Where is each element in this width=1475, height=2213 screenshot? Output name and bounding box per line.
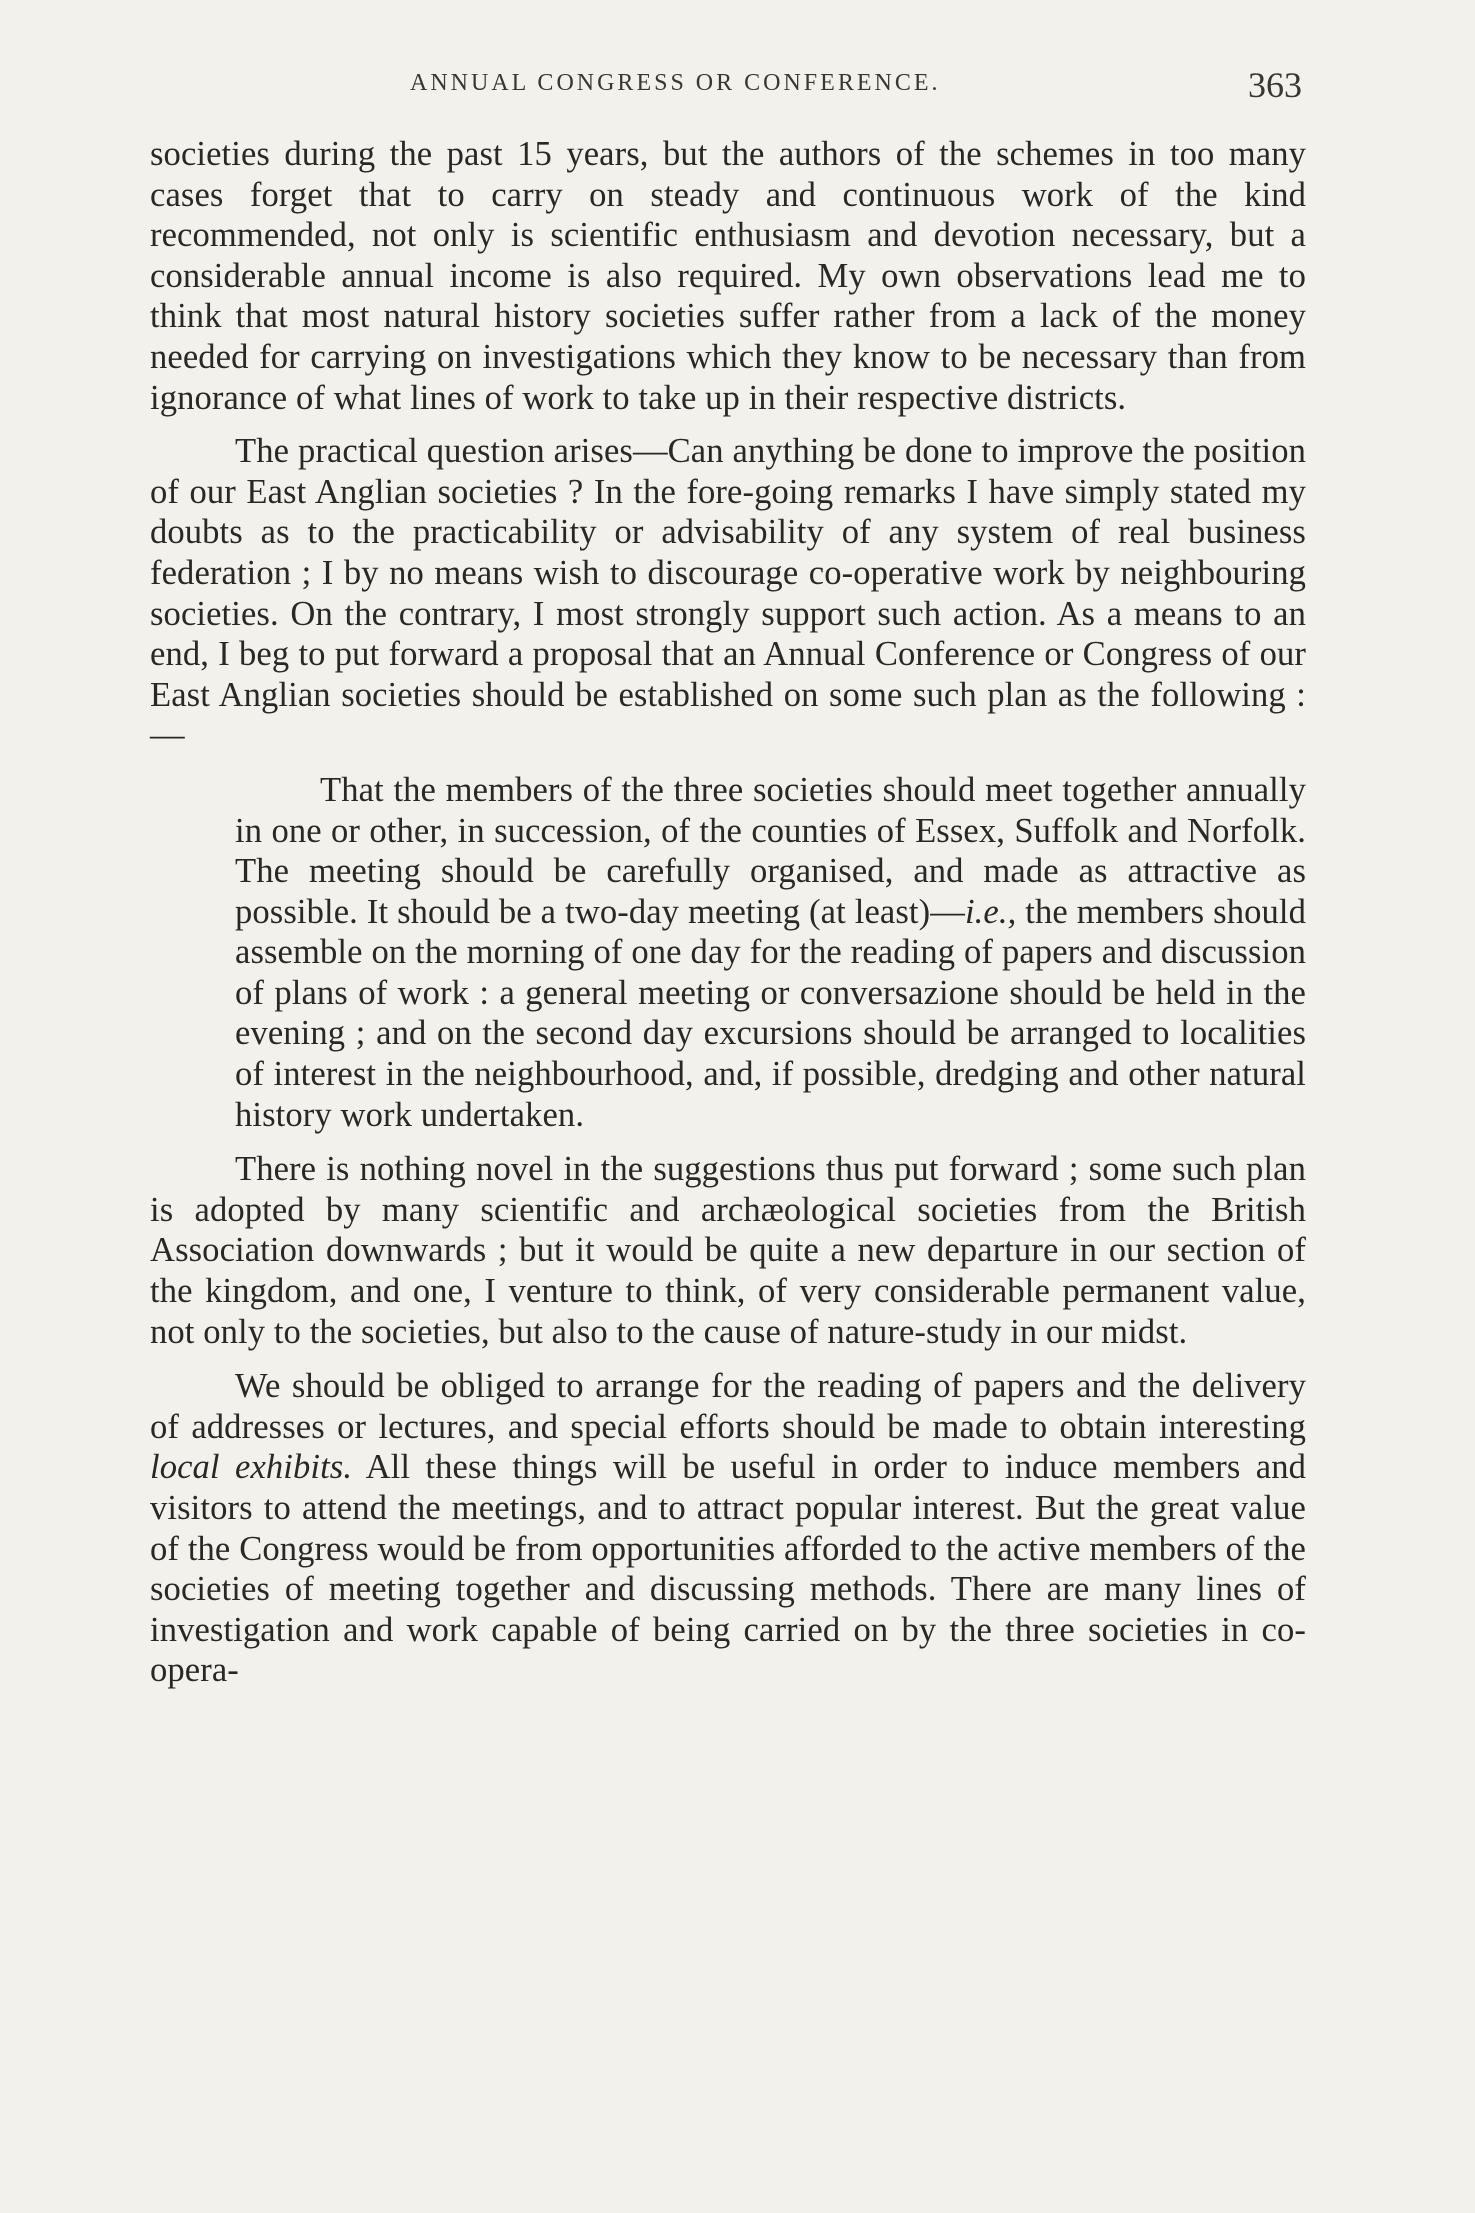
running-title: ANNUAL CONGRESS OR CONFERENCE. <box>410 70 941 96</box>
paragraph-2: The practical question arises—Can anything be done to improve the position of our East Anglian societies ? In the fore-going remarks I have simply stated my doubts as to the practicability or advisability of any system of real business federation ; I by no means wish to discourage co-operative work by neighbouring societies. On the contrary, I most strongly support such action. As a means to an end, I beg to put forward a proposal that an Annual Conference or Congress of our East Anglian societies should be established on some such plan as the following :— <box>150 432 1306 755</box>
quote-text-end: the members should assemble on the morning of one day for the reading of papers and discussion of plans of work : a general meeting or conversazione should be held in the evening ; and on the second day excursions should be arranged to localities of interest in the neighbourhood, and, if possible, dredging and other natural history work undertaken. <box>235 892 1306 1134</box>
quote-text-start: That the members of the three societies should meet together annually in one or other, in succession, of the counties of Essex, Suffolk and Norfolk. The meeting should be carefully organised, and made as attractive as possible. It should be a two-day meeting (at least)— <box>235 770 1306 931</box>
proposal-quote <box>235 770 1306 1135</box>
paragraph-4 <box>150 1366 1306 1691</box>
paragraph-4-start: We should be obliged to arrange for the reading of papers and the delivery of addresses or lectures, and special efforts should be made to obtain interesting <box>150 1367 1306 1446</box>
paragraph-1: societies during the past 15 years, but the authors of the schemes in too many cases forget that to carry on steady and continuous work of the kind recommended, not only is scientific enthusiasm and devotion necessary, but a considerable annual income is also required. My own observations lead me to think that most natural history societies suffer rather from a lack of the money needed for carrying on investigations which they know to be necessary than from ignorance of what lines of work to take up in their respective districts. <box>150 135 1306 417</box>
quote-italic-ie: i.e., <box>964 892 1017 931</box>
paragraph-4-end: All these things will be useful in order to induce members and visitors to attend the meetings, and to attract popular interest. But the great value of the Congress would be from opportunities afforded to the active members of the societies of meeting together and discussing methods. There are many lines of investigation and work capable of being carried on by the three societies in co-opera- <box>150 1448 1306 1690</box>
local-exhibits-italic: local exhibits. <box>150 1448 353 1487</box>
paragraph-3: There is nothing novel in the suggestions thus put forward ; some such plan is adopted by many scientific and archæological societies from the British Association downwards ; but it would be quite a new departure in our section of the kingdom, and one, I venture to think, of very considerable permanent value, not only to the societies, but also to the cause of nature-study in our midst. <box>150 1150 1306 1351</box>
body-text <box>150 134 1306 1691</box>
page-number: 363 <box>1248 65 1302 105</box>
